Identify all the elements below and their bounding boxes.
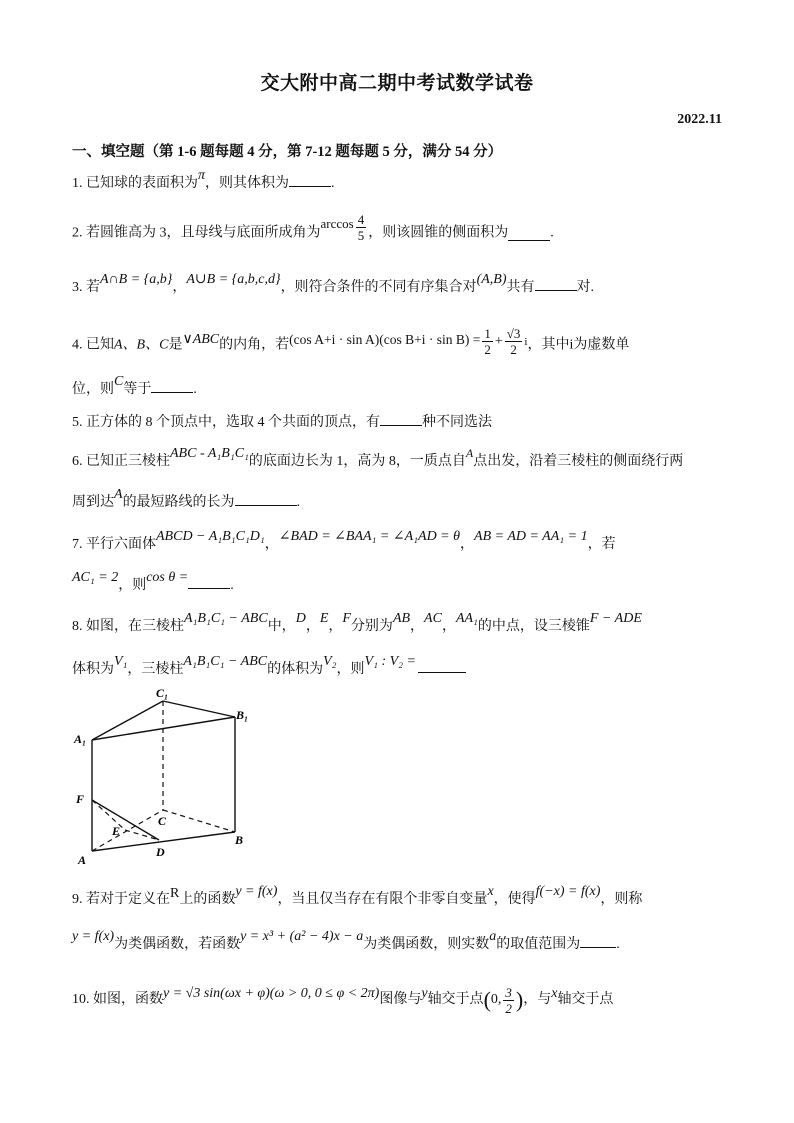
- label-B: B: [235, 833, 244, 847]
- answer-blank[interactable]: [508, 226, 550, 241]
- label-C: C: [158, 814, 167, 828]
- page-title: 交大附中高二期中考试数学试卷: [260, 73, 534, 94]
- answer-blank[interactable]: [580, 933, 616, 948]
- answer-blank[interactable]: [418, 658, 466, 673]
- edge-FD: [92, 800, 159, 840]
- answer-blank[interactable]: [535, 276, 577, 291]
- answer-blank[interactable]: [235, 491, 297, 506]
- answer-blank[interactable]: [380, 411, 422, 426]
- question-8-line-2: 体积为V₁，三棱柱A₁B₁C₁ − ABC的体积为V₂，则V₁ : V₂ =: [72, 658, 466, 680]
- label-B1: B₁: [236, 708, 249, 722]
- answer-blank[interactable]: [151, 378, 193, 393]
- label-C1: C₁: [156, 686, 169, 700]
- question-6: 6. 已知正三棱柱ABC - A₁B₁C₁的底面边长为 1，高为 8，一质点自A点出发，沿着三棱柱的侧面绕行两: [72, 446, 684, 469]
- question-10: 10. 如图，函数y = √3 sin(ωx + φ)(ω > 0, 0 ≤ φ < 2π)图像与y轴交于点(0, $\frac{3}{2}$ )，与x轴交于点: [72, 984, 614, 1016]
- label-F: F: [76, 792, 85, 806]
- question-6-line-2: 周到达A的最短路线的长为 .: [72, 487, 301, 510]
- question-4-line-2: 位，则C等于 .: [72, 374, 197, 397]
- question-2: 2. 若圆锥高为 3，且母线与底面所成角为arccos $\frac{4}{5}$ ，则该圆锥的侧面积为 .: [72, 212, 554, 243]
- answer-blank[interactable]: [188, 574, 230, 589]
- question-9: 9. 若对于定义在R上的函数y = f(x)，当且仅当存在有限个非零自变量x，使得f(−x) = f(x)，则称: [72, 884, 643, 907]
- label-A1: A₁: [74, 732, 87, 746]
- question-8: 8. 如图，在三棱柱A₁B₁C₁ − ABC中，D，E，F分别为AB，AC，AA₁的中点，设三棱锥F − ADE: [72, 611, 642, 634]
- answer-blank[interactable]: [289, 172, 331, 187]
- section-heading: 一、填空题（第 1-6 题每题 4 分，第 7-12 题每题 5 分，满分 54 分）: [72, 144, 503, 160]
- prism-figure: [70, 682, 260, 868]
- fraction-4-5: $\frac{4}{5}$: [357, 212, 365, 243]
- edge-FE: [92, 800, 125, 830]
- question-3: 3. 若A∩B = {a,b}，A∪B = {a,b,c,d}，则符合条件的不同有序集合对(A,B)共有 对.: [72, 272, 594, 295]
- edge-ED: [125, 830, 159, 840]
- question-7: 7. 平行六面体ABCD − A₁B₁C₁D₁，∠BAD = ∠BAA₁ = ∠A₁AD = θ，AB = AD = AA₁ = 1，若: [72, 529, 616, 552]
- question-9-line-2: y = f(x)为类偶函数，若函数y = x³ + (a² − 4)x − a为类偶函数，则实数a的取值范围为 .: [72, 929, 620, 952]
- edge-C1B1: [163, 701, 235, 717]
- label-E: E: [112, 824, 121, 838]
- question-5: 5. 正方体的 8 个顶点中，选取 4 个共面的顶点，有 种不同选法: [72, 411, 492, 433]
- label-A: A: [78, 853, 87, 867]
- question-4: 4. 已知A、B、C是∨ABC的内角，若(cos A+i · sin A)(cos B+i · sin B) = $\frac{1}{2}$ + $\frac{√3}{2}$ $^i$，其中i为虚数单: [72, 326, 630, 357]
- exam-date: 2022.11: [677, 112, 722, 127]
- label-D: D: [156, 845, 165, 859]
- question-7-line-2: AC₁ = 2，则cos θ =.: [72, 570, 234, 593]
- question-1: 1. 已知球的表面积为π，则其体积为 .: [72, 168, 335, 191]
- edge-CB: [163, 810, 235, 832]
- point-0-3-2: (0, $\frac{3}{2}$ ): [483, 984, 524, 1016]
